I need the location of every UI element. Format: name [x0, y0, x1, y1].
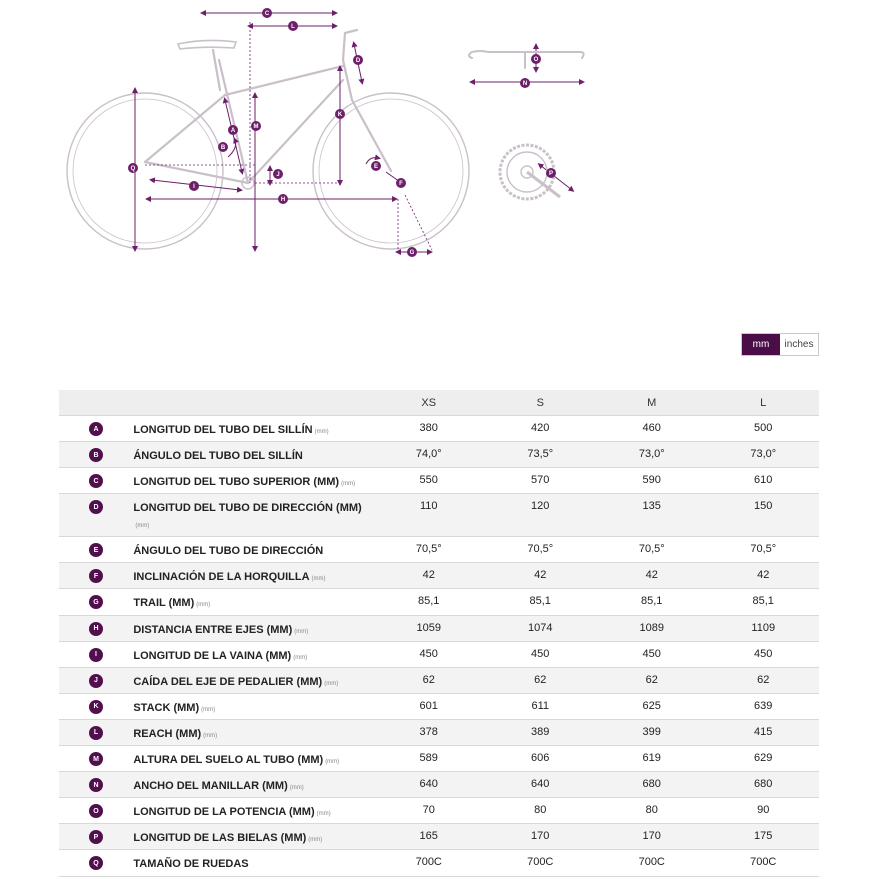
size-value-cell: 399 — [642, 725, 661, 738]
dimension-letter: C — [264, 11, 270, 18]
table-row — [59, 616, 819, 642]
size-value-cell: 42 — [422, 569, 435, 582]
size-value-cell: 74,0° — [415, 448, 442, 461]
size-value-cell: 165 — [419, 830, 438, 843]
size-value-cell: 378 — [419, 725, 438, 738]
size-value-cell: 85,1 — [418, 595, 440, 608]
measurement-name: LONGITUD DEL TUBO SUPERIOR (MM) — [133, 476, 340, 489]
table-row — [59, 416, 819, 442]
table-row — [59, 798, 819, 824]
handlebar — [469, 51, 584, 68]
unit-toggle[interactable] — [741, 333, 819, 356]
unit-inches-button[interactable]: inches — [784, 339, 814, 350]
dimension-badge: C — [89, 474, 103, 488]
dimension-badge: Q — [89, 856, 103, 870]
size-value-cell: 42 — [534, 569, 547, 582]
size-value-cell: 70,5° — [750, 543, 777, 556]
measurement-name: TAMAÑO DE RUEDAS — [133, 858, 249, 871]
dimension-badge: F — [89, 569, 103, 583]
dimension-badge: P — [89, 830, 103, 844]
dimension-badge: G — [89, 595, 103, 609]
measurement-unit: (mm) — [341, 481, 356, 488]
size-value-cell: 175 — [754, 830, 773, 843]
measurement-name: LONGITUD DE LAS BIELAS (MM) — [133, 832, 307, 845]
measurement-name-cell — [133, 537, 373, 562]
measurement-name: LONGITUD DEL TUBO DE DIRECCIÓN (MM) — [133, 502, 362, 515]
size-value-cell: 415 — [754, 725, 773, 738]
size-value-cell: 62 — [645, 673, 658, 686]
measurement-name: REACH (MM) — [133, 727, 202, 740]
geometry-table — [59, 390, 819, 877]
size-value-cell: 85,1 — [752, 595, 774, 608]
size-value-cell: 700C — [638, 856, 665, 869]
unit-mm-button[interactable]: mm — [742, 334, 780, 355]
size-value-cell: 70,5° — [638, 543, 665, 556]
dimension-badge: H — [89, 622, 103, 636]
dimension-lines — [135, 13, 582, 252]
size-value-cell: 85,1 — [529, 595, 551, 608]
size-value-cell: 42 — [645, 569, 658, 582]
row-badge-cell — [59, 442, 133, 467]
measurement-name-cell — [133, 494, 373, 536]
row-badge-cell — [59, 824, 133, 849]
size-value-cell: 450 — [642, 647, 661, 660]
measurement-unit: (mm) — [289, 785, 304, 792]
size-value-cell: 450 — [531, 647, 550, 660]
dimension-badge: B — [89, 448, 103, 462]
size-value-cell: 640 — [531, 778, 550, 791]
size-value-cell: 700C — [527, 856, 554, 869]
size-value-cell: 73,0° — [750, 448, 777, 461]
dimension-letter: M — [253, 124, 259, 131]
measurement-unit: (mm) — [293, 654, 308, 661]
measurement-name: INCLINACIÓN DE LA HORQUILLA — [133, 571, 310, 584]
table-body — [59, 416, 819, 877]
size-value-cell: 110 — [419, 500, 438, 513]
size-header: XS — [421, 396, 437, 409]
size-value-cell: 1074 — [527, 621, 553, 634]
size-value-cell: 120 — [531, 500, 550, 513]
measurement-name-cell — [133, 642, 373, 667]
dimension-badge: A — [89, 422, 103, 436]
size-value-cell: 70,5° — [527, 543, 554, 556]
size-value-cell: 389 — [531, 725, 550, 738]
size-value-cell: 639 — [754, 699, 773, 712]
dimension-letter: E — [373, 164, 379, 171]
dimension-letters — [128, 8, 556, 257]
measurement-unit: (mm) — [314, 429, 329, 435]
dimension-letter: L — [291, 24, 295, 31]
row-badge-cell — [59, 668, 133, 693]
size-value-cell: 625 — [642, 699, 661, 712]
measurement-name: TRAIL (MM) — [133, 597, 195, 610]
table-header — [59, 390, 819, 416]
measurement-name: DISTANCIA ENTRE EJES (MM) — [133, 623, 293, 636]
size-value-cell: 90 — [757, 804, 770, 817]
size-value-cell: 62 — [422, 673, 435, 686]
size-value-cell: 42 — [757, 569, 770, 582]
size-value-cell: 70,5° — [415, 543, 442, 556]
dimension-letter: G — [409, 250, 415, 257]
table-row — [59, 772, 819, 798]
size-value-cell: 680 — [754, 778, 773, 791]
dimension-badge: K — [89, 700, 103, 714]
measurement-name-cell — [133, 442, 373, 467]
row-badge-cell — [59, 563, 133, 588]
measurement-name-cell — [133, 563, 373, 588]
table-row — [59, 668, 819, 694]
size-value-cell: 611 — [531, 699, 549, 712]
table-row — [59, 589, 819, 615]
row-badge-cell — [59, 468, 133, 493]
measurement-name: ÁNGULO DEL TUBO DEL SILLÍN — [133, 450, 303, 463]
table-row — [59, 850, 819, 876]
measurement-name-cell — [133, 824, 373, 849]
size-value-cell: 460 — [642, 422, 661, 434]
measurement-name: LONGITUD DE LA POTENCIA (MM) — [133, 806, 315, 819]
dimension-letter: Q — [130, 166, 136, 173]
table-row — [59, 494, 819, 537]
measurement-name: ANCHO DEL MANILLAR (MM) — [133, 780, 288, 793]
measurement-name-cell — [133, 416, 373, 441]
table-row — [59, 746, 819, 772]
row-badge-cell — [59, 798, 133, 823]
size-value-cell: 590 — [642, 474, 661, 487]
size-header: L — [760, 396, 767, 409]
size-value-cell: 73,0° — [638, 448, 665, 461]
size-value-cell: 80 — [534, 804, 547, 817]
size-value-cell: 700C — [750, 856, 777, 869]
dimension-letter: H — [280, 197, 286, 204]
size-value-cell: 640 — [419, 778, 438, 791]
row-badge-cell — [59, 694, 133, 719]
size-value-cell: 570 — [531, 474, 550, 487]
row-badge-cell — [59, 746, 133, 771]
size-header: M — [647, 396, 657, 409]
measurement-unit: (mm) — [308, 837, 323, 844]
measurement-name: LONGITUD DE LA VAINA (MM) — [133, 649, 292, 662]
table-row — [59, 824, 819, 850]
row-badge-cell — [59, 642, 133, 667]
measurement-name: LONGITUD DEL TUBO DEL SILLÍN — [133, 424, 313, 436]
measurement-name-cell — [133, 589, 373, 614]
measurement-name-cell — [133, 798, 373, 823]
size-value-cell: 70 — [422, 804, 435, 817]
row-badge-cell — [59, 416, 133, 441]
header-spacer — [133, 400, 373, 406]
dimension-badge: E — [89, 543, 103, 557]
row-badge-cell — [59, 850, 133, 875]
table-row — [59, 563, 819, 589]
measurement-unit: (mm) — [201, 706, 216, 713]
size-value-cell: 170 — [642, 830, 661, 843]
size-value-cell: 450 — [754, 647, 773, 660]
size-value-cell: 619 — [642, 752, 661, 765]
size-value-cell: 500 — [754, 422, 773, 434]
size-value-cell: 80 — [645, 804, 658, 817]
dimension-badge: I — [89, 648, 103, 662]
measurement-name-cell — [133, 468, 373, 493]
size-value-cell: 135 — [642, 500, 661, 513]
dimension-letter: F — [399, 181, 403, 188]
dimension-letter: N — [522, 81, 528, 88]
size-value-cell: 550 — [419, 474, 438, 487]
size-value-cell: 62 — [757, 673, 770, 686]
table-row — [59, 694, 819, 720]
size-value-cell: 629 — [754, 752, 773, 765]
dimension-badge: D — [89, 500, 103, 514]
size-value-cell: 450 — [419, 647, 438, 660]
dimension-letter: I — [193, 184, 195, 191]
size-value-cell: 680 — [642, 778, 661, 791]
measurement-name-cell — [133, 694, 373, 719]
measurement-name: CAÍDA DEL EJE DE PEDALIER (MM) — [133, 675, 323, 688]
size-value-cell: 150 — [754, 500, 773, 513]
table-row — [59, 720, 819, 746]
measurement-name-cell — [133, 850, 373, 875]
row-badge-cell — [59, 537, 133, 562]
size-value-cell: 589 — [419, 752, 438, 765]
size-value-cell: 170 — [531, 830, 550, 843]
size-value-cell: 1109 — [751, 621, 776, 634]
dimension-badge: M — [89, 752, 103, 766]
measurement-name: STACK (MM) — [133, 701, 200, 714]
size-value-cell: 606 — [531, 752, 550, 765]
measurement-unit: (mm) — [294, 628, 309, 635]
measurement-unit: (mm) — [196, 602, 211, 609]
measurement-unit: (mm) — [325, 759, 340, 766]
measurement-name-cell — [133, 616, 373, 641]
row-badge-cell — [59, 616, 133, 641]
size-value-cell: 700C — [415, 856, 442, 869]
size-value-cell: 610 — [754, 474, 773, 487]
dimension-letter: K — [337, 112, 343, 119]
dimension-letter: O — [533, 57, 539, 64]
measurement-unit: (mm) — [203, 732, 218, 739]
table-row — [59, 537, 819, 563]
measurement-unit: (mm) — [316, 811, 331, 818]
size-value-cell: 420 — [531, 422, 550, 434]
size-value-cell: 380 — [419, 422, 438, 434]
row-badge-cell — [59, 589, 133, 614]
dimension-letter: J — [276, 172, 280, 179]
row-badge-cell — [59, 772, 133, 797]
row-badge-cell — [59, 494, 133, 536]
size-value-cell: 1089 — [639, 621, 664, 634]
table-row — [59, 442, 819, 468]
dimension-badge: L — [89, 726, 103, 740]
dimension-badge: J — [89, 674, 103, 688]
measurement-name-cell — [133, 720, 373, 745]
measurement-unit: (mm) — [311, 576, 326, 583]
geometry-diagram — [0, 0, 879, 300]
size-value-cell: 1059 — [416, 621, 441, 634]
size-header: S — [536, 396, 544, 409]
measurement-unit: (mm) — [135, 523, 150, 530]
dimension-badge: O — [89, 804, 103, 818]
measurement-name: ÁNGULO DEL TUBO DE DIRECCIÓN — [133, 545, 324, 558]
size-value-cell: 73,5° — [527, 448, 554, 461]
dimension-letter: P — [548, 171, 554, 178]
dashed-guides — [145, 22, 432, 252]
measurement-unit: (mm) — [324, 680, 339, 687]
dimension-letter: B — [220, 145, 226, 152]
table-row — [59, 642, 819, 668]
measurement-name-cell — [133, 668, 373, 693]
size-value-cell: 85,1 — [641, 595, 663, 608]
size-value-cell: 62 — [534, 673, 547, 686]
bike-geometry-svg — [0, 0, 879, 300]
row-badge-cell — [59, 720, 133, 745]
dimension-badge: N — [89, 778, 103, 792]
measurement-name-cell — [133, 772, 373, 797]
table-row — [59, 468, 819, 494]
measurement-name-cell — [133, 746, 373, 771]
size-value-cell: 601 — [419, 699, 438, 712]
measurement-name: ALTURA DEL SUELO AL TUBO (MM) — [133, 754, 324, 767]
dimension-letter: A — [230, 128, 236, 135]
dimension-letter: D — [355, 58, 361, 65]
